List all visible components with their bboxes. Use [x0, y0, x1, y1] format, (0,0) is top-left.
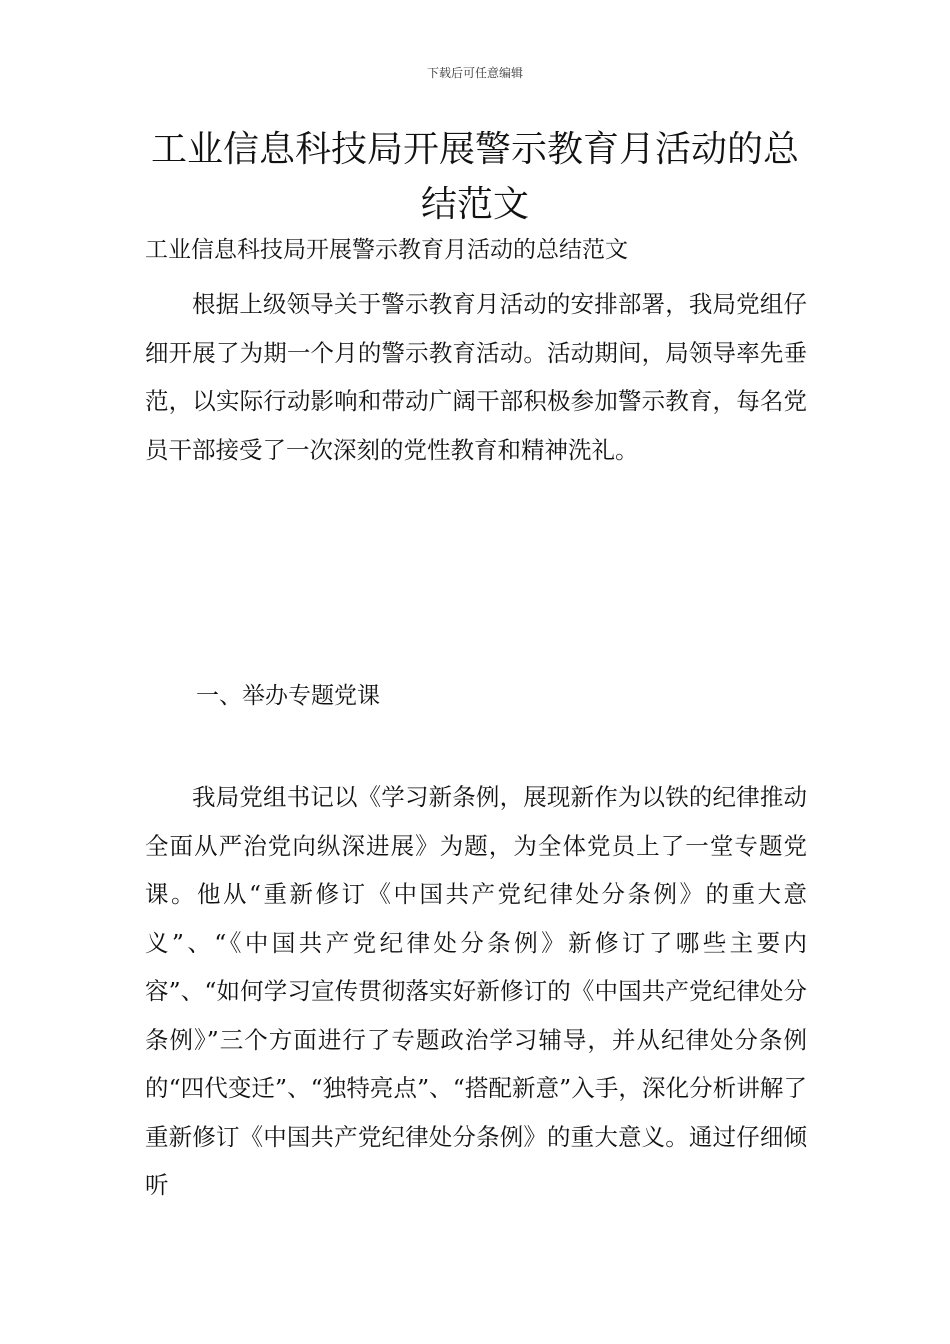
intro-paragraph: 根据上级领导关于警示教育月活动的安排部署，我局党组仔细开展了为期一个月的警示教育活动。活动期间，局领导率先垂范，以实际行动影响和带动广阔干部积极参加警示教育，每名党员干部接受了一次深刻的党性教育和精神洗礼。	[145, 290, 807, 464]
section-heading: 一、举办专题党课	[196, 683, 380, 709]
document-title: 工业信息科技局开展警示教育月活动的总结范文	[150, 129, 799, 225]
header-note: 下载后可任意编辑	[426, 66, 523, 80]
document-subtitle: 工业信息科技局开展警示教育月活动的总结范文	[145, 237, 628, 263]
section-paragraph: 我局党组书记以《学习新条例，展现新作为以铁的纪律推动全面从严治党向纵深进展》为题，为全体党员上了一堂专题党课。他从“重新修订《中国共产党纪律处分条例》的重大意义”、“《中国共产党纪律处分条例》新修订了哪些主要内容”、“如何学习宣传贯彻落实好新修订的《中国共产党纪律处分条例》”三个方面进行了专题政治学习辅导，并从纪律处分条例的“四代变迁”、“独特亮点”、“搭配新意”入手，深化分析讲解了重新修订《中国共产党纪律处分条例》的重大意义。通过仔细倾听	[145, 783, 807, 1199]
